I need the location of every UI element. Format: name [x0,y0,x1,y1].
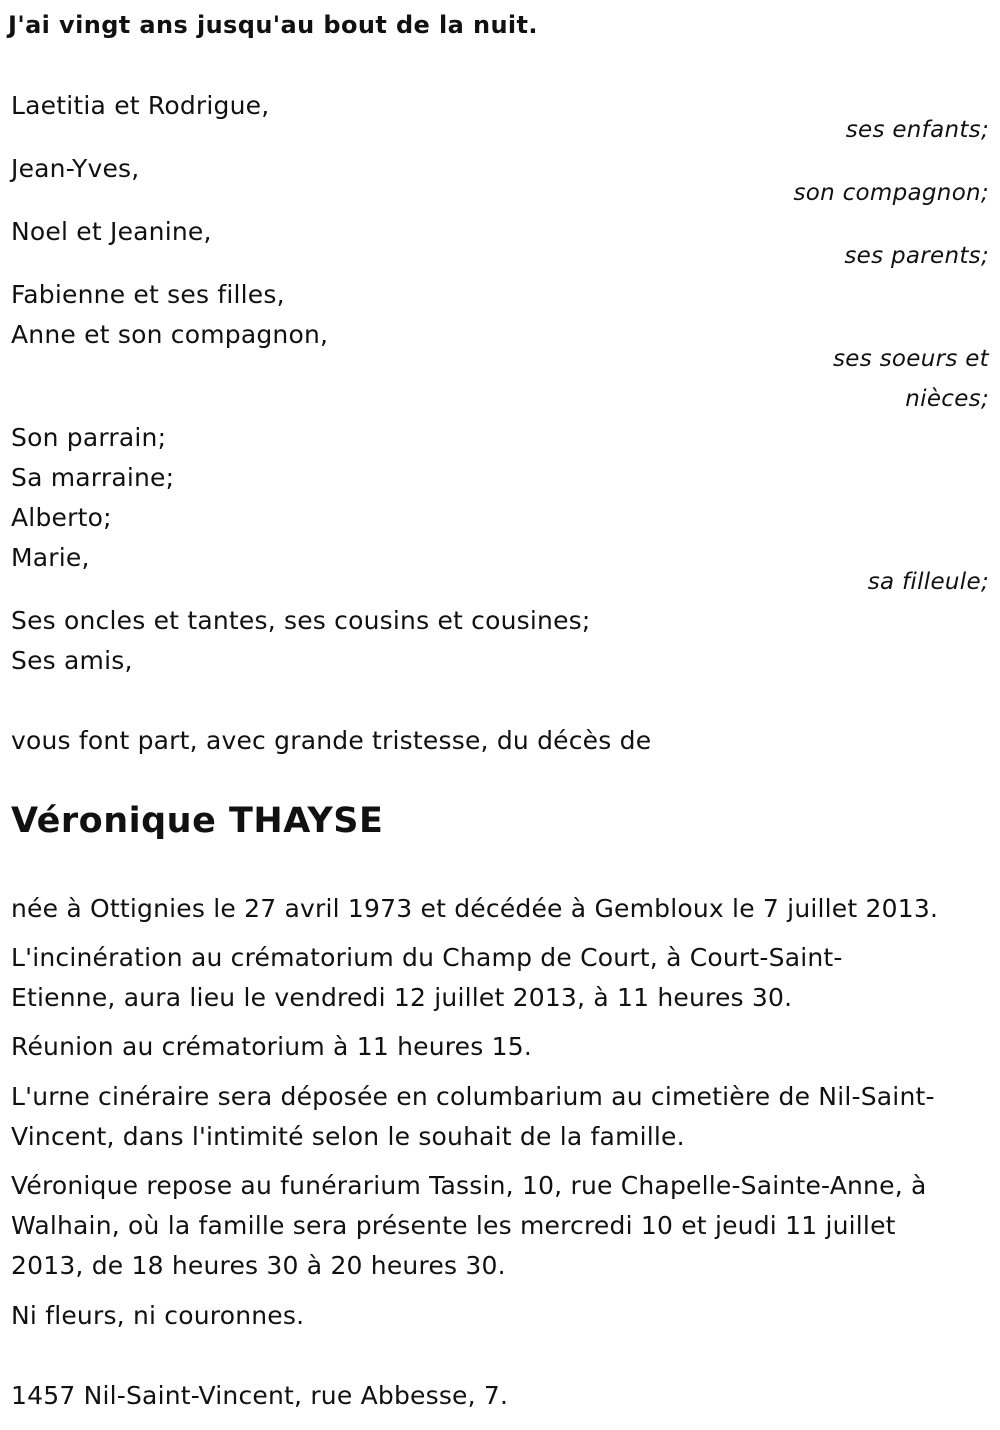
family-relation: son compagnon; [793,180,989,206]
family-names-line: Ses amis, [11,646,133,675]
family-names-line: Laetitia et Rodrigue, [11,91,270,120]
family-relation: sa filleule; [867,569,989,595]
family-relation: ses enfants; [845,117,989,143]
deceased-name: Véronique THAYSE [11,801,384,841]
detail-line: née à Ottignies le 27 avril 1973 et décédée à Gembloux le 7 juillet 2013. [11,894,939,923]
detail-line: Ni fleurs, ni couronnes. [11,1301,305,1330]
family-names-line: Alberto; [11,503,112,532]
detail-line: Etienne, aura lieu le vendredi 12 juillet 2013, à 11 heures 30. [11,983,793,1012]
detail-line: L'incinération au crématorium du Champ de Court, à Court-Saint- [11,943,843,972]
family-names-line: Fabienne et ses filles, [11,280,285,309]
detail-line: Réunion au crématorium à 11 heures 15. [11,1032,532,1061]
announcement-text: vous font part, avec grande tristesse, du décès de [11,726,652,755]
detail-line: Vincent, dans l'intimité selon le souhait de la famille. [11,1122,685,1151]
family-names-line: Jean-Yves, [11,154,140,183]
family-names-line: Sa marraine; [11,463,175,492]
family-names-line: Anne et son compagnon, [11,320,329,349]
address: 1457 Nil-Saint-Vincent, rue Abbesse, 7. [11,1381,509,1410]
family-relation: ses parents; [844,243,989,269]
family-names-line: Ses oncles et tantes, ses cousins et cousines; [11,606,591,635]
detail-line: Véronique repose au funérarium Tassin, 10, rue Chapelle-Sainte-Anne, à [11,1171,927,1200]
family-names-line: Noel et Jeanine, [11,217,212,246]
detail-line: Walhain, où la famille sera présente les mercredi 10 et jeudi 11 juillet [11,1211,896,1240]
detail-line: L'urne cinéraire sera déposée en columbarium au cimetière de Nil-Saint- [11,1082,935,1111]
detail-line: 2013, de 18 heures 30 à 20 heures 30. [11,1251,506,1280]
family-names-line: Son parrain; [11,423,167,452]
family-relation: ses soeurs et [832,346,989,372]
family-names-line: Marie, [11,543,90,572]
family-relation: nièces; [905,386,989,412]
epigraph: J'ai vingt ans jusqu'au bout de la nuit. [8,11,538,39]
